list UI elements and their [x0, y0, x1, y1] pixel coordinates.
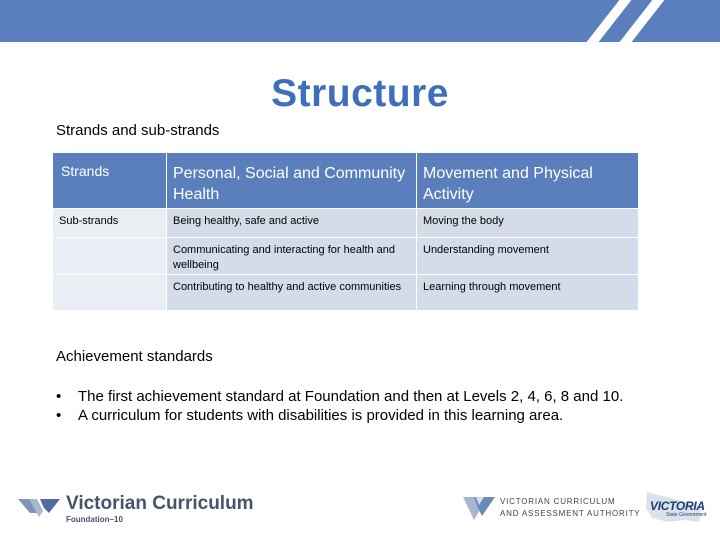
list-item: [56, 406, 706, 425]
row-cell: Being healthy, safe and active: [173, 215, 319, 227]
logo-name: Victorian Curriculum: [66, 493, 254, 514]
bullet-text: The first achievement standard at Foundation and then at Levels 2, 4, 6, 8 and 10.: [78, 388, 624, 405]
state-government-label: State Government: [666, 512, 707, 518]
row-cell: Contributing to healthy and active communities: [173, 281, 402, 293]
top-banner: [0, 0, 720, 42]
row-cell: Learning through movement: [423, 281, 561, 293]
row-label: [53, 275, 166, 280]
row-label: [53, 238, 166, 243]
row-cell: Communicating and interacting for health and wellbeing: [173, 244, 395, 271]
victoria-government-logo: [644, 490, 707, 526]
vc-chevrons-icon: [16, 494, 62, 518]
slide-title: Structure: [271, 72, 449, 115]
vcaa-mark-icon: [462, 494, 496, 522]
table-row: [53, 209, 639, 238]
row-label: Sub-strands: [59, 215, 119, 227]
table-header-row: [53, 153, 639, 209]
vcaa-line-1: VICTORIAN CURRICULUM: [500, 497, 616, 506]
victorian-curriculum-logo: [16, 493, 254, 524]
header-strand-1: Personal, Social and Community Health: [167, 153, 417, 209]
table-row: [53, 238, 639, 275]
row-cell: Understanding movement: [423, 244, 549, 256]
list-item: [56, 387, 706, 406]
vcaa-line-2: AND ASSESSMENT AUTHORITY: [500, 509, 641, 518]
victoria-name: VICTORIA: [650, 499, 705, 513]
table-row: [53, 275, 639, 311]
header-strand-2: Movement and Physical Activity: [417, 153, 639, 209]
bullet-icon: •: [56, 407, 62, 424]
bullet-text: A curriculum for students with disabilities is provided in this learning area.: [78, 407, 564, 424]
header-label: Strands: [53, 153, 167, 209]
achievement-title: Achievement standards: [56, 348, 213, 365]
section-subtitle: Strands and sub-strands: [56, 122, 220, 139]
logo-subtitle: Foundation–10: [66, 515, 123, 524]
vcaa-logo: [462, 494, 641, 527]
achievement-list: [56, 387, 706, 425]
strands-table: [52, 152, 639, 311]
row-cell: Moving the body: [423, 215, 504, 227]
bullet-icon: •: [56, 388, 62, 405]
